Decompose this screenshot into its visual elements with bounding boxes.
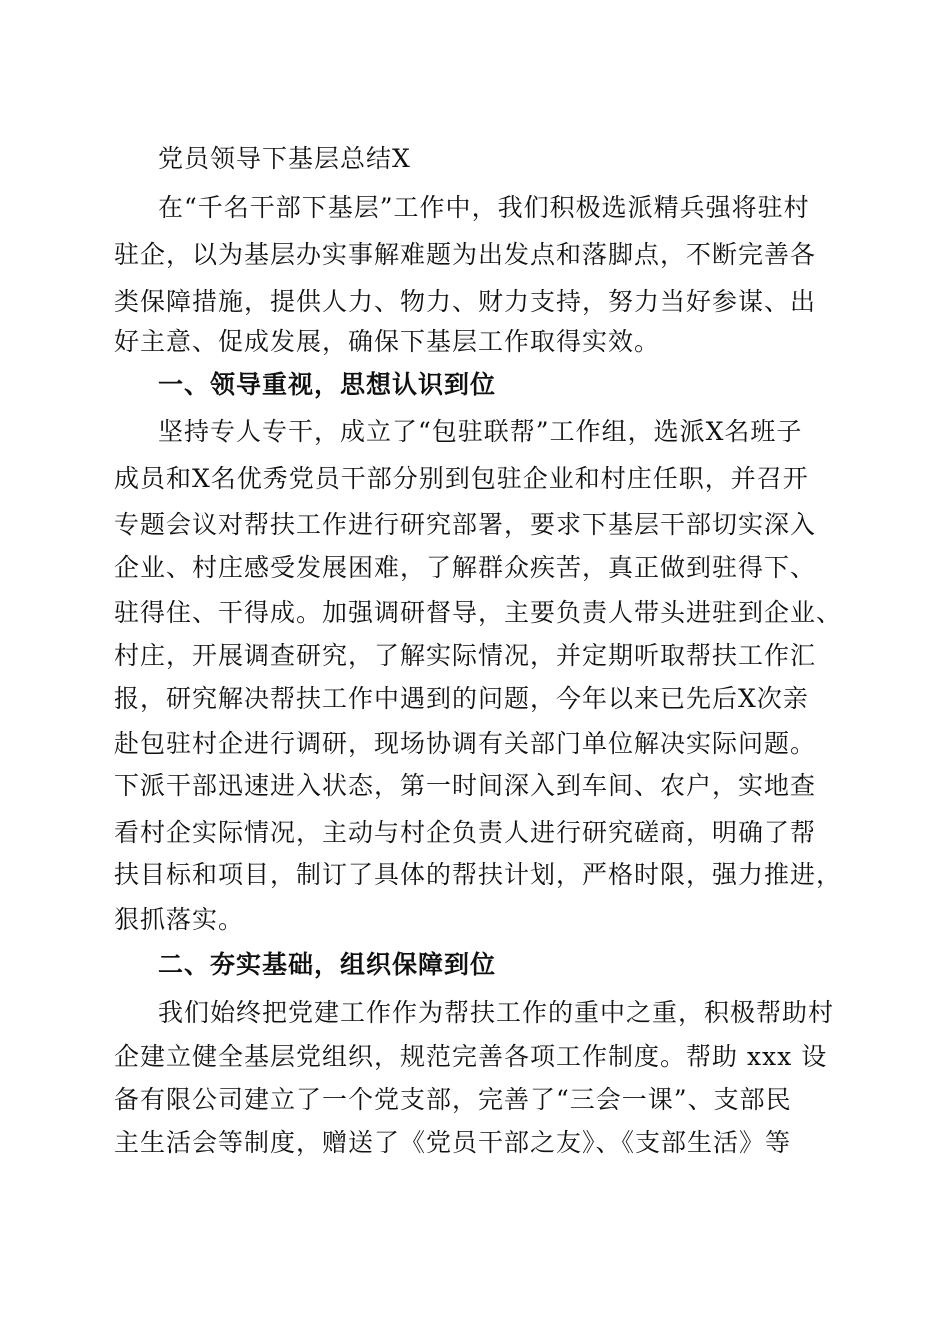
paragraph-line: 驻得住、干得成。加强调研督导，主要负责人带头进驻到企业、: [114, 598, 843, 627]
paragraph-line: 类保障措施，提供人力、物力、财力支持，努力当好参谋、出: [114, 287, 817, 316]
paragraph-line: 成员和X名优秀党员干部分别到包驻企业和村庄任职，并召开: [114, 464, 809, 493]
paragraph-line: 专题会议对帮扶工作进行研究部署，要求下基层干部切实深入: [114, 510, 817, 539]
paragraph-line: 我们始终把党建工作作为帮扶工作的重中之重，积极帮助村: [158, 998, 835, 1027]
paragraph-line: 下派干部迅速进入状态，第一时间深入到车间、农户，实地查: [114, 771, 817, 800]
paragraph-line: 坚持专人专干，成立了“包驻联帮”工作组，选派X名班子: [158, 417, 803, 446]
document-title: 党员领导下基层总结X: [158, 144, 411, 173]
paragraph-line: 村庄，开展调查研究，了解实际情况，并定期听取帮扶工作汇: [114, 641, 817, 670]
paragraph-line: 主生活会等制度，赠送了《党员干部之友》、《支部生活》等: [114, 1128, 792, 1157]
paragraph-line: 扶目标和项目，制订了具体的帮扶计划，严格时限，强力推进，: [114, 860, 843, 889]
paragraph-line: 报，研究解决帮扶工作中遇到的问题，今年以来已先后X次亲: [114, 684, 809, 713]
paragraph-line: 备有限公司建立了一个党支部，完善了“三会一课”、支部民: [114, 1085, 792, 1114]
paragraph-line: 企建立健全基层党组织，规范完善各项工作制度。帮助 xxx 设: [114, 1042, 828, 1071]
paragraph-line: 狠抓落实。: [114, 905, 245, 934]
section-heading: 二、夯实基础，组织保障到位: [158, 950, 497, 979]
paragraph-line: 好主意、促成发展，确保下基层工作取得实效。: [114, 327, 661, 356]
paragraph-line: 企业、村庄感受发展困难，了解群众疾苦，真正做到驻得下、: [114, 553, 817, 582]
paragraph-line: 驻企，以为基层办实事解难题为出发点和落脚点，不断完善各: [114, 240, 817, 269]
paragraph-line: 赴包驻村企进行调研，现场协调有关部门单位解决实际问题。: [114, 729, 817, 758]
paragraph-line: 在“千名干部下基层”工作中，我们积极选派精兵强将驻村: [158, 193, 810, 222]
section-heading: 一、领导重视，思想认识到位: [158, 370, 497, 399]
paragraph-line: 看村企实际情况，主动与村企负责人进行研究磋商，明确了帮: [114, 818, 817, 847]
